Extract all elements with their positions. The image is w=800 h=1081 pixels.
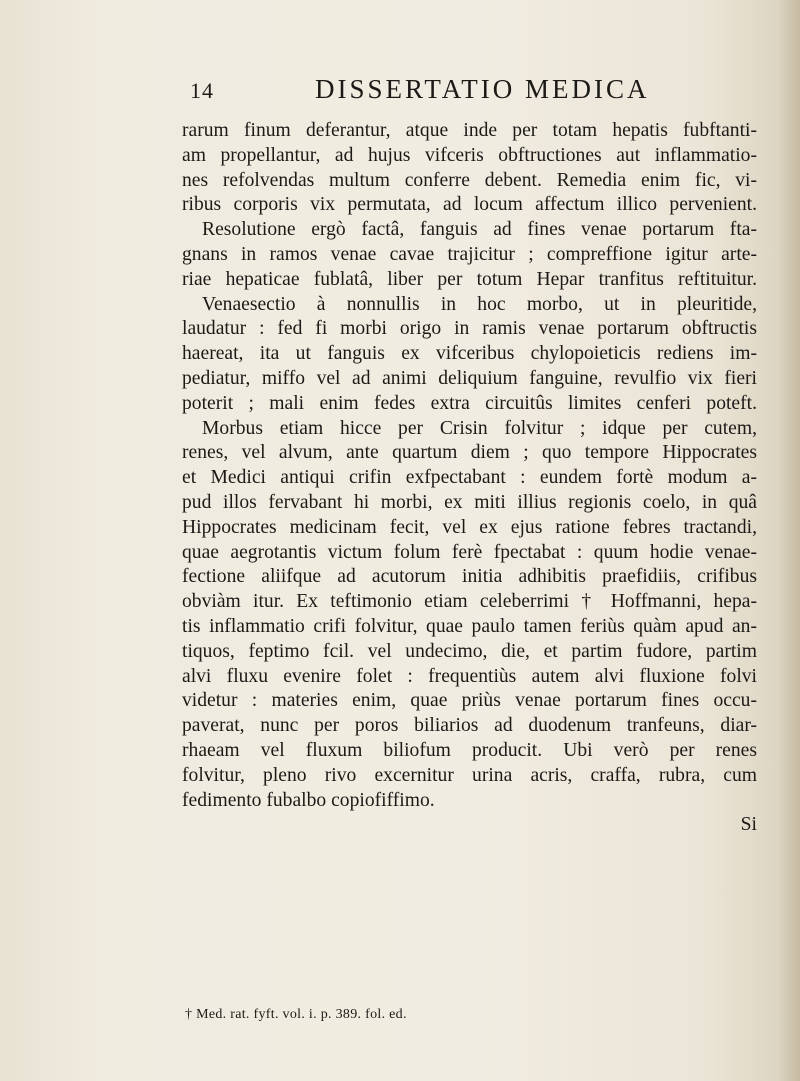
text-line: haereat, ita ut fanguis ex vifceribus chylopoieticis rediens im-	[182, 343, 757, 365]
text-line: obviàm itur. Ex teftimonio etiam celeberrimi † Hoffmanni, hepa-	[182, 591, 757, 613]
text-line: riae hepaticae fublatâ, liber per totum Hepar tranfitus reftituitur.	[182, 268, 757, 290]
text-line: videtur : materies enim, quae priùs venae portarum fines occu-	[182, 690, 757, 712]
page-edge-shadow	[778, 0, 800, 1081]
page-number: 14	[190, 78, 214, 103]
text-line: tis inflammatio crifi folvitur, quae paulo tamen feriùs quàm apud an-	[182, 615, 757, 637]
text-line: folvitur, pleno rivo excernitur urina acris, craffa, rubra, cum	[182, 764, 757, 786]
footnote: † Med. rat. fyft. vol. i. p. 389. fol. ed.	[185, 1007, 407, 1022]
catchword: Si	[740, 814, 757, 836]
text-line: paverat, nunc per poros biliarios ad duodenum tranfeuns, diar-	[182, 715, 757, 737]
text-line: Morbus etiam hicce per Crisin folvitur ; idque per cutem,	[202, 417, 757, 439]
text-line: gnans in ramos venae cavae trajicitur ; compreffione igitur arte-	[182, 243, 757, 265]
text-line: am propellantur, ad hujus vifceris obftructiones aut inflammatio-	[182, 144, 757, 166]
text-line: alvi fluxu evenire folet : frequentiùs autem alvi fluxione folvi	[182, 665, 757, 687]
text-line: nes refolvendas multum conferre debent. Remedia enim fic, vi-	[182, 169, 757, 191]
text-line: renes, vel alvum, ante quartum diem ; quo tempore Hippocrates	[182, 442, 757, 464]
text-line: laudatur : fed fi morbi origo in ramis venae portarum obftructis	[182, 318, 757, 340]
text-line: pud illos fervabant hi morbi, ex miti illius regionis coelo, in quâ	[182, 491, 757, 513]
text-line: rhaeam vel fluxum biliofum producit. Ubi verò per renes	[182, 739, 757, 761]
text-line: rarum finum deferantur, atque inde per totam hepatis fubftanti-	[182, 120, 757, 141]
running-title: DISSERTATIO MEDICA	[315, 74, 650, 104]
text-line: Resolutione ergò factâ, fanguis ad fines venae portarum fta-	[202, 219, 757, 241]
text-line: ribus corporis vix permutata, ad locum affectum illico pervenient.	[182, 194, 757, 216]
body-text	[182, 119, 757, 838]
text-line: quae aegrotantis victum folum ferè fpectabat : quum hodie venae-	[182, 541, 757, 563]
text-line: tiquos, feptimo fcil. vel undecimo, die, et partim fudore, partim	[182, 640, 757, 662]
text-line: et Medici antiqui crifin exfpectabant : eundem fortè modum a-	[182, 467, 757, 489]
text-line: Venaesectio à nonnullis in hoc morbo, ut in pleuritide,	[202, 293, 757, 315]
text-line: fectione aliifque ad acutorum initia adhibitis praefidiis, crifibus	[182, 566, 757, 588]
text-line: pediatur, miffo vel ad animi deliquium fanguine, revulfio vix fieri	[182, 367, 757, 389]
text-line: fedimento fubalbo copiofiffimo.	[182, 789, 435, 811]
text-line: Hippocrates medicinam fecit, vel ex ejus ratione febres tractandi,	[182, 516, 757, 538]
text-line: poterit ; mali enim fedes extra circuitûs limites cenferi poteft.	[182, 392, 757, 414]
